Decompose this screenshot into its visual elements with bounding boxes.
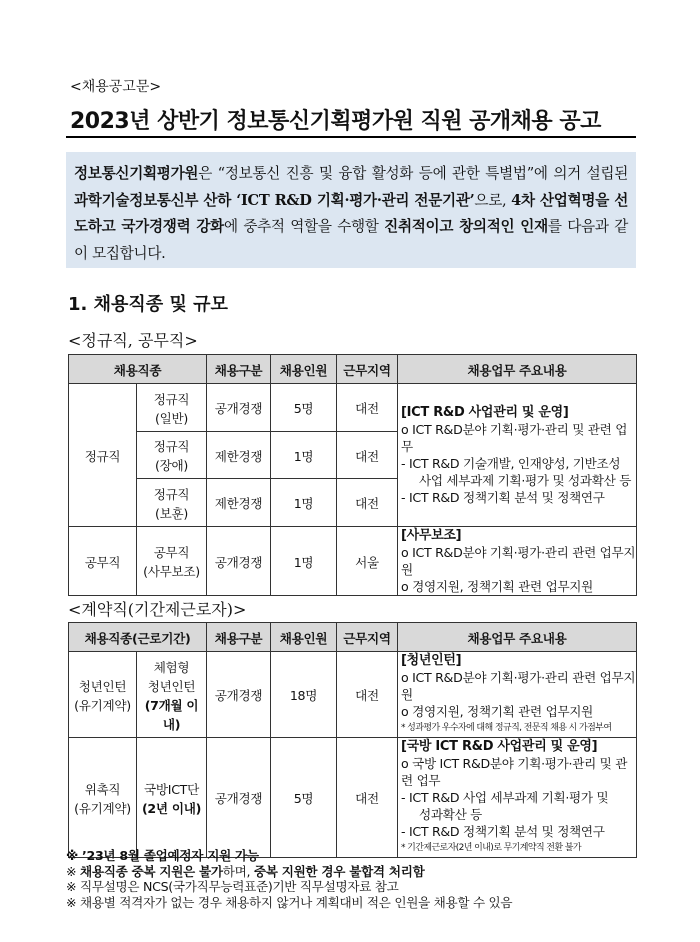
- count-cell: 1명: [271, 432, 337, 479]
- header-cell: 근무지역: [337, 623, 398, 652]
- count-cell: 5명: [271, 384, 337, 432]
- intro-part: 으로,: [474, 191, 512, 209]
- table-row: [69, 738, 637, 858]
- intro-emphasis: 4차 산업혁명을 선도하고 국가경쟁력 강화: [74, 191, 629, 235]
- method-cell: 제한경쟁: [207, 432, 271, 479]
- count-cell: 5명: [271, 738, 337, 858]
- method-cell: 공개경쟁: [207, 652, 271, 738]
- table-row: [69, 652, 637, 738]
- count-cell: 18명: [271, 652, 337, 738]
- method-cell: 공개경쟁: [207, 738, 271, 858]
- section-heading: 1. 채용직종 및 규모: [68, 294, 228, 315]
- count-cell: 1명: [271, 527, 337, 596]
- group-cell: 청년인턴 (유기계약): [69, 652, 137, 738]
- table-row: [69, 527, 637, 596]
- note-item: ※ 직무설명은 NCS(국가직무능력표준)기반 직무설명자료 참고: [66, 879, 399, 894]
- intro-box: [66, 152, 636, 268]
- region-cell: 대전: [337, 738, 398, 858]
- contract-subtitle: <계약직(기간제근로자)>: [68, 600, 247, 619]
- intro-text: [74, 161, 628, 267]
- header-cell: 채용인원: [271, 355, 337, 384]
- header-cell: 채용직종(근로기간): [69, 623, 207, 652]
- duty-cell: [ICT R&D 사업관리 및 운영] o ICT R&D분야 기획·평가·관리 및 관련 업무 - ICT R&D 기술개발, 인재양성, 기반조성 사업 세부과제 기획·평가 및 성과확산 등 - ICT R&D 정책기획 분석 및 정책연구: [398, 384, 637, 527]
- contract-table: [68, 622, 637, 858]
- type-cell: 공무직 (사무보조): [137, 527, 207, 596]
- count-cell: 1명: [271, 479, 337, 527]
- notes-block: [66, 848, 646, 910]
- intro-part: 에 중추적 역할을 수행할: [223, 218, 385, 235]
- region-cell: 대전: [337, 479, 398, 527]
- header-cell: 근무지역: [337, 355, 398, 384]
- document-tag: <채용공고문>: [70, 79, 162, 95]
- intro-emphasis: 진취적이고 창의적인 인재: [384, 218, 548, 235]
- header-cell: 채용구분: [207, 355, 271, 384]
- header-cell: 채용직종: [69, 355, 207, 384]
- table-header-row: [69, 623, 637, 652]
- intro-part: 를 다음과 같이 모집합니다.: [74, 218, 628, 262]
- type-cell: 정규직 (장애): [137, 432, 207, 479]
- duty-cell: [청년인턴] o ICT R&D분야 기획·평가·관리 관련 업무지원 o 경영지원, 정책기획 관련 업무지원 * 성과평가 우수자에 대해 정규직, 전문직 채용 시 가점부여: [398, 652, 637, 738]
- intro-org: 정보통신기획평가원: [74, 165, 199, 182]
- type-cell: 정규직 (보훈): [137, 479, 207, 527]
- duty-cell: [국방 ICT R&D 사업관리 및 운영] o 국방 ICT R&D분야 기획·평가·관리 및 관련 업무 - ICT R&D 사업 세부과제 기획·평가 및 성과확산 등 - ICT R&D 정책기획 분석 및 정책연구 * 기간제근로자(2년 이내)로 무기계약직 전환 불가: [398, 738, 637, 858]
- table-header-row: [69, 355, 637, 384]
- intro-part: 은 “정보통신 진흥 및 융합 활성화 등에 관한 특별법”에 의거 설립된: [198, 165, 628, 182]
- header-cell: 채용업무 주요내용: [398, 355, 637, 384]
- note-item: ※ 채용별 적격자가 없는 경우 채용하지 않거나 계획대비 적은 인원을 채용할 수 있음: [66, 894, 513, 910]
- method-cell: 제한경쟁: [207, 479, 271, 527]
- method-cell: 공개경쟁: [207, 527, 271, 596]
- title-underline: [66, 136, 636, 138]
- method-cell: 공개경쟁: [207, 384, 271, 432]
- regular-subtitle: <정규직, 공무직>: [68, 331, 198, 350]
- header-cell: 채용구분: [207, 623, 271, 652]
- group-cell: 위촉직 (유기계약): [69, 738, 137, 858]
- type-cell: 정규직 (일반): [137, 384, 207, 432]
- region-cell: 대전: [337, 432, 398, 479]
- header-cell: 채용인원: [271, 623, 337, 652]
- type-cell: 체험형 청년인턴 (7개월 이내): [137, 652, 207, 738]
- page-title: 2023년 상반기 정보통신기획평가원 직원 공개채용 공고: [70, 109, 601, 134]
- type-cell: 국방ICT단 (2년 이내): [137, 738, 207, 858]
- group-cell: 정규직: [69, 384, 137, 527]
- intro-emphasis: 과학기술정보통신부 산하 ‘ICT R&D 기획·평가·관리 전문기관’: [74, 191, 475, 209]
- group-cell: 공무직: [69, 527, 137, 596]
- table-row: [69, 384, 637, 432]
- note-item: ※ 채용직종 중복 지원은 불가하며, 중복 지원한 경우 불합격 처리함: [66, 863, 425, 879]
- region-cell: 대전: [337, 384, 398, 432]
- region-cell: 서울: [337, 527, 398, 596]
- duty-cell: [사무보조] o ICT R&D분야 기획·평가·관리 관련 업무지원 o 경영지원, 정책기획 관련 업무지원: [398, 527, 637, 596]
- regular-table: [68, 354, 637, 596]
- note-item: ※ ’23년 8월 졸업예정자 지원 가능: [66, 848, 259, 863]
- header-cell: 채용업무 주요내용: [398, 623, 637, 652]
- region-cell: 대전: [337, 652, 398, 738]
